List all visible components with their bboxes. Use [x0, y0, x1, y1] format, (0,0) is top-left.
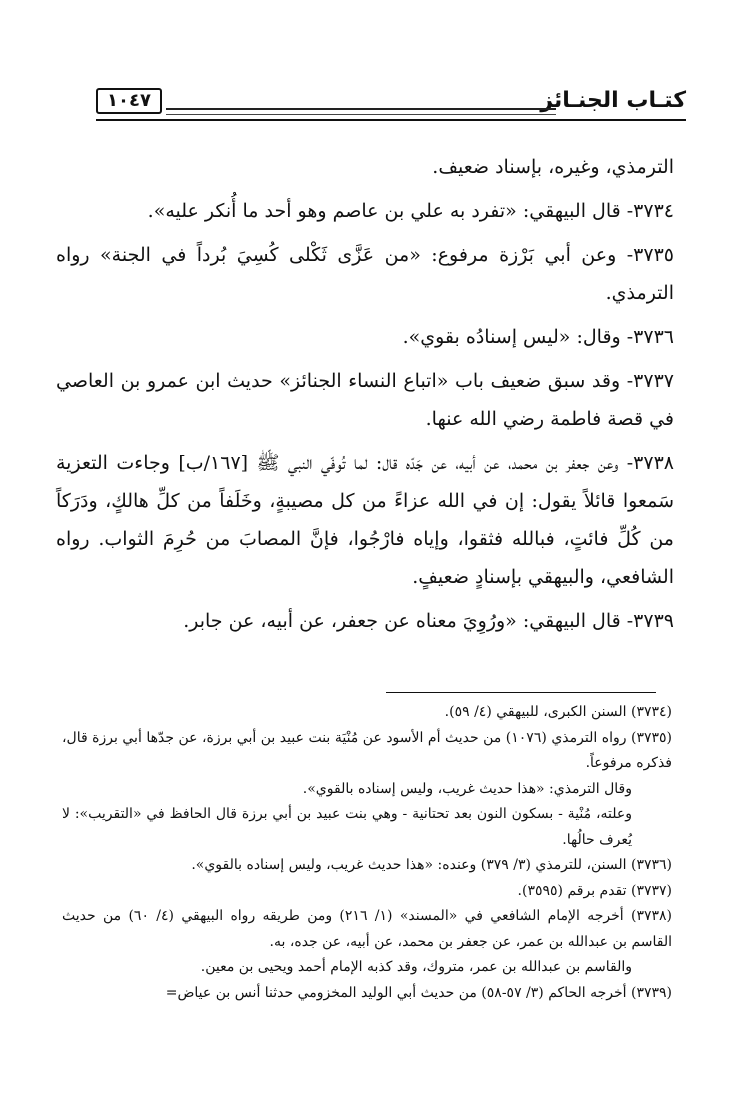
- page-number-box: ١٠٤٧: [96, 88, 162, 114]
- hadith-3739: ٣٧٣٩- قال البيهقي: «ورُوِيَ معناه عن جعفر، عن أبيه، عن جابر.: [183, 610, 674, 632]
- header-ornament-rule: [166, 108, 556, 115]
- running-title: كتـاب الجنـائز: [540, 88, 686, 113]
- header-divider: [96, 119, 686, 121]
- hadith-3737: ٣٧٣٧- وقد سبق ضعيف باب «اتباع النساء الجنائز» حديث ابن عمرو بن العاصي في قصة فاطمة رضي الله عنها.: [56, 370, 674, 430]
- hadith-3736: ٣٧٣٦- وقال: «ليس إسنادُه بقوي».: [402, 326, 674, 348]
- footnote-separator: [386, 692, 656, 693]
- page-header: [96, 86, 686, 120]
- footnote-3738-note: والقاسم بن عبدالله بن عمر، متروك، وقد كذبه الإمام أحمد ويحيى بن معين.: [200, 959, 632, 975]
- hadith-3735: ٣٧٣٥- وعن أبي بَرْزة مرفوع: «من عَزَّى ثَكْلى كُسِيَ بُرداً في الجنة» رواه الترمذي.: [56, 244, 674, 304]
- footnote-3738: (٣٧٣٨) أخرجه الإمام الشافعي في «المسند» (١/ ٢١٦) ومن طريقه رواه البيهقي (٤/ ٦٠) من حديث القاسم بن عبدالله بن عمر، عن جعفر بن محمد، عن أبيه، عن جده، به.: [62, 908, 673, 950]
- footnote-3737: (٣٧٣٧) تقدم برقم (٣٥٩٥).: [517, 882, 672, 899]
- hadith-3738: ٣٧٣٨- وعن جعفر بن محمد، عن أبيه، عن جَدّه قال: لما تُوفّي النبي ﷺ [١٦٧/ب] وجاءت التعزية سَمعوا قائلاً يقول: إن في الله عزاءً من كل مصيبةٍ، وخَلَفاً من كلِّ هالكٍ، ودَرَكاً من كُلِّ فائتٍ، فبالله فثقوا، وإياه فارْجُوا، فإنَّ المصابَ من حُرِمَ الثواب. رواه الشافعي، والبيهقي بإسنادٍ ضعيفٍ.: [56, 452, 674, 588]
- paragraph-continuation: الترمذي، وغيره، بإسناد ضعيف.: [432, 156, 674, 178]
- footnote-3735-note: وقال الترمذي: «هذا حديث غريب، وليس إسناده بالقوي».: [302, 780, 632, 797]
- hadith-3734: ٣٧٣٤- قال البيهقي: «تفرد به علي بن عاصم وهو أحد ما أُنكر عليه».: [147, 200, 674, 222]
- footnotes: [62, 700, 672, 1006]
- footnote-3735-illa: وعلته، مُنْية - بسكون النون بعد تحتانية - وهي بنت عبيد بن أبي برزة قال الحافظ في «التقريب»: لا يُعرف حالُها.: [62, 806, 632, 848]
- main-text: [56, 148, 674, 646]
- footnote-3736: (٣٧٣٦) السنن، للترمذي (٣/ ٣٧٩) وعنده: «هذا حديث غريب، وليس إسناده بالقوي».: [191, 857, 672, 873]
- footnote-3735: (٣٧٣٥) رواه الترمذي (١٠٧٦) من حديث أم الأسود عن مُنْيَة بنت عبيد بن أبي برزة، عن جدّها أبي برزة قال، فذكره مرفوعاً.: [62, 729, 672, 771]
- footnote-3734: (٣٧٣٤) السنن الكبرى، للبيهقي (٤/ ٥٩).: [444, 704, 672, 720]
- footnote-3739: (٣٧٣٩) أخرجه الحاكم (٣/ ٥٧-٥٨) من حديث أبي الوليد المخزومي حدثنا أنس بن عياض=: [165, 984, 672, 1001]
